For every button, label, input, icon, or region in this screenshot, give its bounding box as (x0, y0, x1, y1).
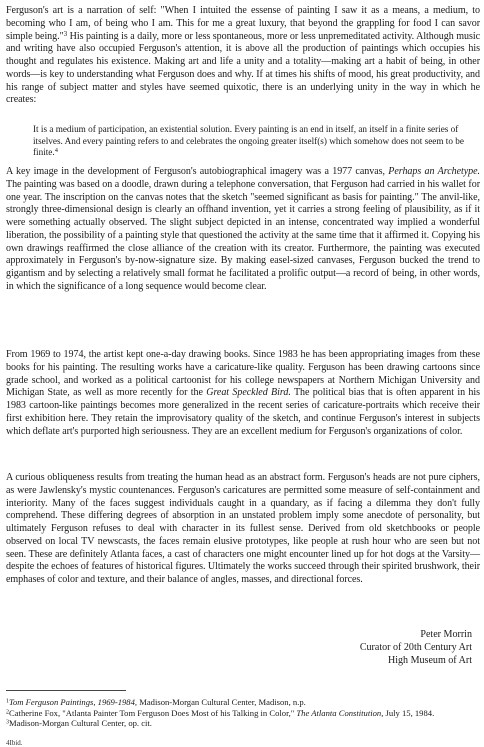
paragraph-2 (6, 166, 480, 294)
signature-block (360, 629, 472, 667)
paragraph-2-lead: A key image in the development of Ferguson's autobiographical imagery was a 1977 canvas, (6, 166, 389, 177)
footnote-4-cutoff: 4Ibid. (6, 739, 23, 747)
paragraph-1 (6, 5, 480, 107)
paragraph-3-lead: From 1969 to 1974, the artist kept one-a-day drawing books. Since 1983 he has been appropriating images from these books for his painting. The resulting works have a caricature-like quality. Ferguson has been drawing cartoons since grade school, and worked as a political cartoonist for his college newspapers at Northern Michigan University and Michigan State, as well as more recently for the (6, 349, 480, 399)
footnote-1-title: Tom Ferguson Paintings, 1969-1984, (9, 697, 138, 707)
footnote-2-date: July 15, 1984. (383, 707, 435, 718)
paragraph-1-body: His painting is a daily, more or less spontaneous, more or less unpremeditated activity. Although music and writing have also occupied Ferguson's attention, it is above all the production of paintings which occupies his thought and regulates his existence. Making art and life a unity and a totality—making art a habit of being, in other words—is key to understanding what Ferguson does and why. If at times his shifts of mood, his great productivity, and his range of subject matter and styles have seemed quixotic, there is an underlying unity in the way in which he creates: (6, 30, 480, 106)
footnote-2-title: The Atlanta Constitution, (296, 707, 384, 718)
footnote-2-text: Catherine Fox, "Atlanta Painter Tom Ferguson Does Most of his Talking in Color," (9, 707, 297, 718)
footnote-1-text: Madison-Morgan Cultural Center, Madison, n.p. (137, 697, 306, 707)
paragraph-4: A curious obliqueness results from treating the human head as an abstract form. Ferguson's heads are not pure ciphers, as were Jawlensky's mystic countenances. Ferguson's caricatures are permitted some measure of self-containment and interiority. Many of the faces suggest individuals caught in a quandary, as if facing a dilemma they don't fully comprehend. These differing degrees of absorption in an unstated problem imply some anecdote of personality, but ultimately Ferguson refuses to deal with character in its fullest sense. Derived from old sketchbooks or people observed on local TV newscasts, the faces remain elusive prototypes, like people at rush hour who are seen but not seen. These are definitely Atlanta faces, a cast of characters one might encounter lined up for hot dogs at the Varsity—despite the echoes of features of historical figures. Ultimately the works succeed through their spirited brushwork, their emphases of color and texture, and their balance of angles, masses, and directional forces. (6, 472, 480, 585)
paragraph-3 (6, 349, 480, 438)
footnote-ref-3: 3 (63, 29, 68, 38)
author-institution: High Museum of Art (387, 654, 472, 666)
footnote-divider (6, 690, 126, 691)
publication-title: Great Speckled Bird. (206, 387, 291, 399)
artwork-title: Perhaps an Archetype. (388, 166, 480, 177)
block-quote-text: It is a medium of participation, an existential solution. Every painting is an end in itself, an itself in a finite series of itselves. And every painting refers to and celebrates the ongoing greater itself(s) which somehow does not seem to be finite. (33, 124, 464, 158)
block-quote (33, 124, 473, 159)
paragraph-2-body: The painting was based on a doodle, drawn during a telephone conversation, that Ferguson had carried in his wallet for one year. The inscription on the canvas notes that the sketch "seemed significant as basis for painting." The anvil-like, strongly three-dimensional design is clearly an offhand invention, yet it carries a strong feeling of plausibility, as if it were something actually observed. The slight subject depicted in an intense, concentrated way implied a wonderful liberation, the possibility of a painting style that questioned the activity at the same time that it affirmed it. Copying his own drawings reaffirmed the close alliance of the creation with its creator. Furthermore, the painting was executed approximately in Ferguson's by-now-signature size. By making easel-sized canvases, Ferguson bucked the trend to gigantism and by selecting a relatively small format he facilitated a prolific output—a record of being, in other words, in which the significance of a long sequence would become clear. (6, 178, 480, 292)
footnote-2 (6, 708, 480, 719)
footnote-2-number: 2 (6, 708, 10, 715)
footnote-3 (6, 718, 480, 729)
footnote-1 (6, 697, 480, 708)
paragraph-3-body: The political bias that is often apparent in his 1983 cartoon-like paintings becomes more generalized in the recent series of caricature-portraits which receive their first exhibition here. They retain the improvisatory quality of the sketch, and continue Ferguson's interest in subjects which deflate art's purported high seriousness. They are an excellent medium for Ferguson's organizations of color. (6, 387, 480, 437)
footnote-3-number: 3 (6, 719, 10, 726)
footnote-ref-4: 4 (54, 147, 58, 155)
author-title: Curator of 20th Century Art (359, 641, 472, 653)
footnote-3-text: Madison-Morgan Cultural Center, op. cit. (9, 718, 152, 729)
author-name: Peter Morrin (420, 629, 472, 640)
paragraph-1-quote: Ferguson's art is a narration of self: "When I intuited the essense of painting I saw it as a means, a medium, to becoming who I am, of being who I am. This for me a great luxury, that beyond the grappling for food I can savor simple being." (6, 5, 480, 42)
footnotes (6, 697, 480, 729)
footnote-1-number: 1 (6, 698, 10, 705)
